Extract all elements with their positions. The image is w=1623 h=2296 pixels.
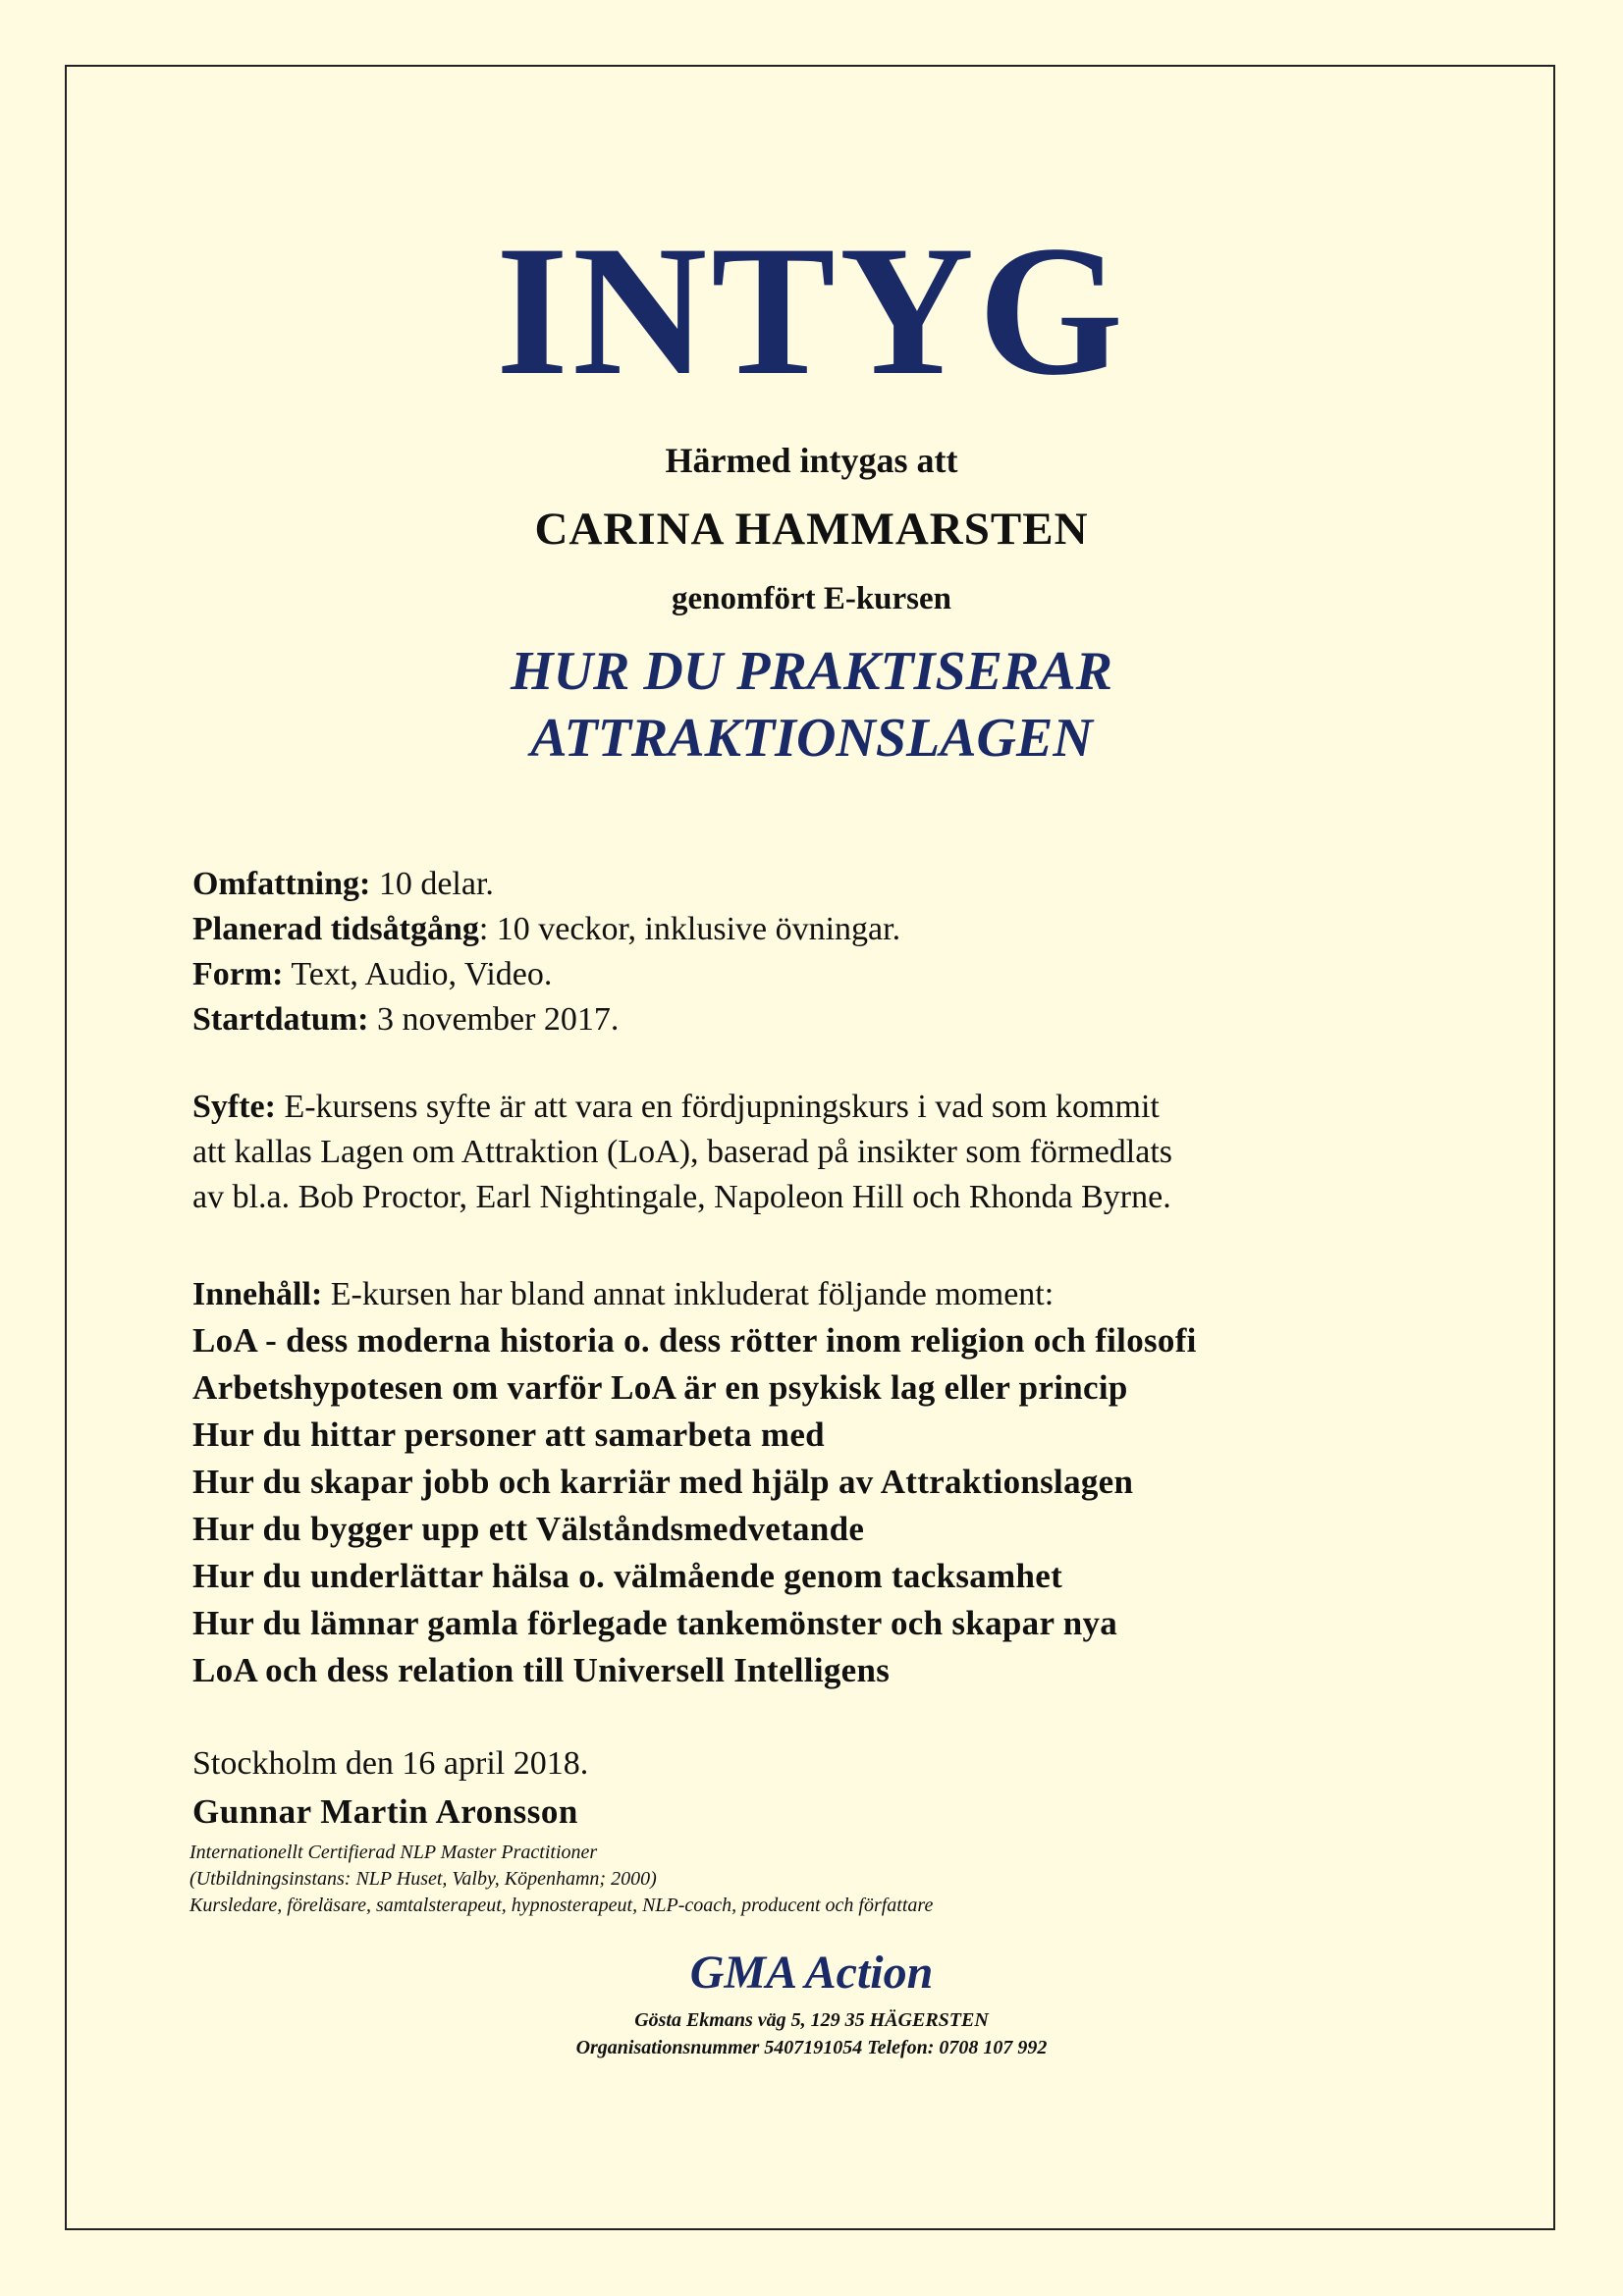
content-item: Hur du skapar jobb och karriär med hjälp av Attraktionslagen [192, 1463, 1134, 1501]
content-label: Innehåll: [192, 1276, 323, 1312]
content-item: Arbetshypotesen om varför LoA är en psykisk lag eller princip [192, 1368, 1128, 1407]
credential-line: (Utbildningsinstans: NLP Huset, Valby, Köpenhamn; 2000) [189, 1868, 657, 1890]
recipient-name: CARINA HAMMARSTEN [534, 504, 1089, 555]
content-item: Hur du lämnar gamla förlegade tankemönster och skapar nya [192, 1604, 1118, 1642]
org-number-line: Organisationsnummer 5407191054 Telefon: 0708 107 992 [575, 2037, 1048, 2058]
purpose-section [192, 1085, 1371, 1220]
place-date: Stockholm den 16 april 2018. [192, 1745, 589, 1782]
content-item: LoA - dess moderna historia o. dess rötter inom religion och filosofi [192, 1321, 1197, 1360]
content-item: Hur du bygger upp ett Välståndsmedvetande [192, 1510, 865, 1548]
content-section [192, 1272, 1197, 1694]
course-title-line-1: HUR DU PRAKTISERAR [510, 641, 1113, 702]
signer-name: Gunnar Martin Aronsson [192, 1792, 578, 1831]
completion-text: genomfört E-kursen [671, 581, 952, 616]
purpose-label: Syfte: [192, 1089, 276, 1125]
credential-line: Kursledare, föreläsare, samtalsterapeut, hypnosterapeut, NLP-coach, producent och författare [189, 1895, 934, 1916]
fact-form [192, 952, 900, 997]
intro-text: Härmed intygas att [665, 441, 958, 480]
purpose-line [192, 1085, 1371, 1130]
credential-line: Internationellt Certifierad NLP Master Practitioner [189, 1842, 598, 1863]
fact-label: Planerad tidsåtgång [192, 911, 479, 947]
organization-address [0, 2006, 1623, 2061]
fact-value: 3 november 2017. [368, 1001, 620, 1038]
fact-value: 10 delar. [370, 866, 494, 902]
content-intro [192, 1272, 1197, 1317]
certificate-title: INTYG [496, 208, 1127, 414]
purpose-line: av bl.a. Bob Proctor, Earl Nightingale, Napoleon Hill och Rhonda Byrne. [192, 1179, 1171, 1215]
content-intro-text: E-kursen har bland annat inkluderat följande moment: [322, 1276, 1055, 1312]
content-item: Hur du hittar personer att samarbeta med [192, 1415, 825, 1454]
fact-duration [192, 907, 900, 952]
fact-value: : 10 veckor, inklusive övningar. [478, 911, 901, 947]
fact-label: Omfattning: [192, 866, 371, 902]
address-line: Gösta Ekmans väg 5, 129 35 HÄGERSTEN [634, 2009, 989, 2031]
fact-scope [192, 862, 900, 907]
fact-label: Form: [192, 956, 284, 992]
fact-startdate [192, 997, 900, 1042]
fact-value: Text, Audio, Video. [283, 956, 553, 992]
content-item: Hur du underlättar hälsa o. välmående genom tacksamhet [192, 1557, 1063, 1595]
course-facts [192, 862, 900, 1042]
content-item: LoA och dess relation till Universell Intelligens [192, 1651, 891, 1689]
organization-name: GMA Action [689, 1947, 934, 1999]
purpose-text: E-kursens syfte är att vara en fördjupningskurs i vad som kommit [275, 1089, 1160, 1125]
course-title-line-2: ATTRAKTIONSLAGEN [530, 708, 1093, 769]
fact-label: Startdatum: [192, 1001, 369, 1038]
course-title [0, 638, 1623, 772]
signer-credentials [189, 1840, 933, 1919]
purpose-line: att kallas Lagen om Attraktion (LoA), baserad på insikter som förmedlats [192, 1134, 1173, 1170]
